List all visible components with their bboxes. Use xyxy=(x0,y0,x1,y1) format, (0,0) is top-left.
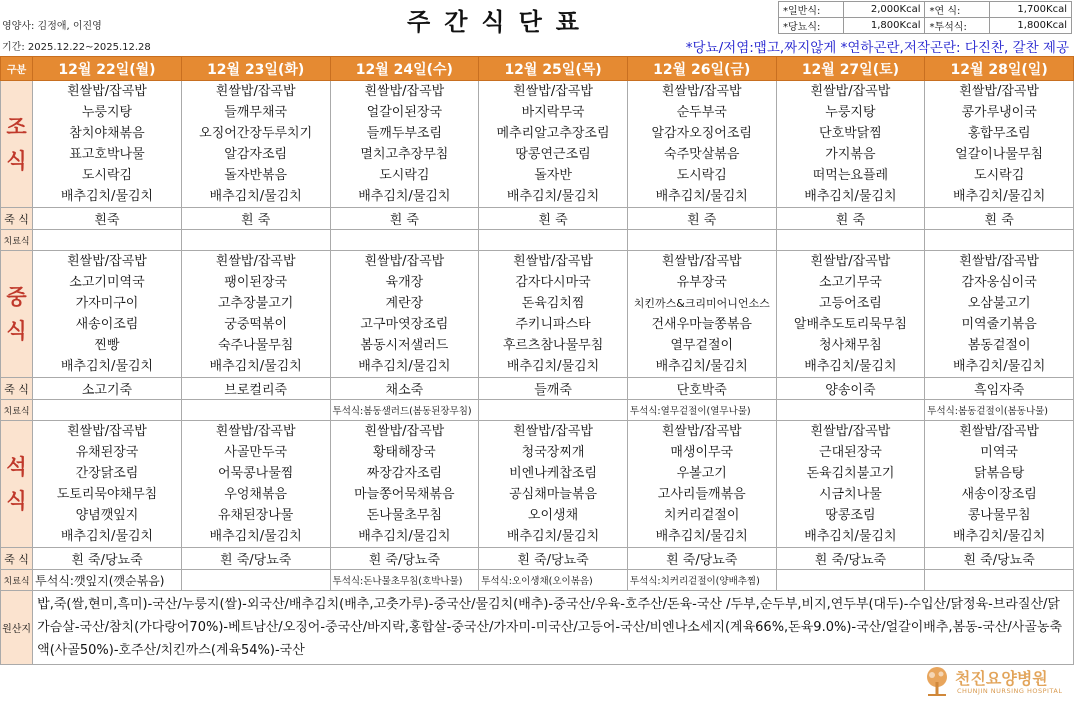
juk-label: 죽 식 xyxy=(1,378,33,400)
dish-item: 배추김치/물김치 xyxy=(804,189,897,204)
dish-item: 계란장 xyxy=(385,296,424,311)
juk-label: 죽 식 xyxy=(1,548,33,570)
dish-item: 홍합무조림 xyxy=(967,126,1031,141)
day-header-row xyxy=(1,57,1074,81)
dish-item: 도토리묵야채무침 xyxy=(56,487,158,502)
dish-item: 흰쌀밥/잡곡밥 xyxy=(661,84,742,99)
kcal-value: 1,700Kcal xyxy=(990,2,1072,18)
dish-item: 알배추도토리묵무침 xyxy=(793,317,907,332)
dinner-day-cell xyxy=(627,421,776,548)
dish-item: 흰쌀밥/잡곡밥 xyxy=(215,84,296,99)
lunch-day-cell xyxy=(627,251,776,378)
dinner-label xyxy=(1,421,33,548)
dish-item: 사골만두국 xyxy=(224,445,288,460)
kcal-value: 1,800Kcal xyxy=(990,18,1072,34)
therapeutic-item: 투석식:열무겉절이(열무나물) xyxy=(627,400,776,421)
juk-item: 흰 죽/당뇨죽 xyxy=(181,548,330,570)
dish-item: 고등어조림 xyxy=(819,296,882,311)
lunch-label xyxy=(1,251,33,378)
juk-item: 흰 죽/당뇨죽 xyxy=(925,548,1074,570)
lunch-row xyxy=(1,251,1074,378)
dinner-label-char: 석 xyxy=(6,455,27,479)
lunch-therapeutic-row xyxy=(1,400,1074,421)
dish-item: 가자미구이 xyxy=(75,296,139,311)
dish-item: 배추김치/물김치 xyxy=(506,189,600,204)
dish-item: 청사채무침 xyxy=(819,338,882,353)
dish-item: 건새우마늘쫑볶음 xyxy=(651,317,752,332)
dish-item: 도시락김 xyxy=(379,168,430,183)
dish-item: 배추김치/물김치 xyxy=(804,359,897,374)
breakfast-label-char: 조 xyxy=(6,115,27,139)
juk-item: 흰 죽/당뇨죽 xyxy=(627,548,776,570)
dish-item: 소고기미역국 xyxy=(69,275,145,290)
therapeutic-item xyxy=(330,230,479,251)
dish-item: 양념깻잎지 xyxy=(75,508,139,523)
juk-item: 흰 죽 xyxy=(925,208,1074,230)
dinner-day-cell xyxy=(479,421,628,548)
dish-item: 공심채마늘볶음 xyxy=(509,487,597,502)
dish-item: 참치야채볶음 xyxy=(69,126,145,141)
nutritionist-names: 영양사: 김정애, 이진영 xyxy=(2,21,102,32)
dish-item: 흰쌀밥/잡곡밥 xyxy=(364,84,445,99)
origin-label: 원산지 xyxy=(1,591,33,665)
dish-item: 흰쌀밥/잡곡밥 xyxy=(661,424,742,439)
juk-item: 흑임자죽 xyxy=(925,378,1074,400)
dish-item: 비엔나케찹조림 xyxy=(509,466,597,481)
dish-item: 감자다시마국 xyxy=(515,275,591,290)
juk-item: 흰 죽 xyxy=(627,208,776,230)
breakfast-day-cell xyxy=(925,81,1074,208)
dish-item: 멸치고추장무침 xyxy=(360,147,449,162)
dish-item: 도시락김 xyxy=(974,168,1025,183)
dish-item: 배추김치/물김치 xyxy=(506,359,600,374)
therapeutic-label: 치료식 xyxy=(1,230,33,251)
dinner-juk-row xyxy=(1,548,1074,570)
dish-item: 숙주맛살볶음 xyxy=(664,147,740,162)
therapeutic-label: 치료식 xyxy=(1,570,33,591)
dish-item: 얼갈이된장국 xyxy=(366,105,443,120)
lunch-day-cell xyxy=(330,251,479,378)
breakfast-day-cell xyxy=(330,81,479,208)
dish-item: 흰쌀밥/잡곡밥 xyxy=(810,84,891,99)
therapeutic-item: 투석식:봄동샐러드(봄동된장무침) xyxy=(330,400,479,421)
dinner-day-cell xyxy=(776,421,925,548)
dish-item: 들깨무채국 xyxy=(224,105,288,120)
therapeutic-item xyxy=(925,230,1074,251)
dish-item: 팽이된장국 xyxy=(224,275,288,290)
tree-logo-icon xyxy=(923,666,951,696)
day-header: 12월 26일(금) xyxy=(627,57,776,81)
juk-item: 브로컬리죽 xyxy=(181,378,330,400)
breakfast-therapeutic-row xyxy=(1,230,1074,251)
therapeutic-item xyxy=(627,230,776,251)
breakfast-day-cell xyxy=(181,81,330,208)
breakfast-day-cell xyxy=(776,81,925,208)
breakfast-juk-row xyxy=(1,208,1074,230)
dish-item: 치커리겉절이 xyxy=(664,508,740,523)
hospital-logo xyxy=(919,664,1069,700)
dish-item: 돌자반 xyxy=(534,168,572,183)
dish-item: 봄동겉절이 xyxy=(967,338,1031,353)
dish-item: 후르츠참나물무침 xyxy=(502,338,604,353)
dish-item: 흰쌀밥/잡곡밥 xyxy=(513,84,593,99)
dinner-therapeutic-row xyxy=(1,570,1074,591)
dish-item: 돈나물초무침 xyxy=(366,508,443,523)
breakfast-day-cell xyxy=(479,81,628,208)
dish-item: 시금치나물 xyxy=(819,487,882,502)
dish-item: 고사리들깨볶음 xyxy=(657,487,746,502)
dish-item: 배추김치/물김치 xyxy=(358,529,451,544)
dish-item: 누룽지탕 xyxy=(81,105,133,120)
juk-label: 죽 식 xyxy=(1,208,33,230)
weekly-menu-table xyxy=(0,56,1074,665)
corner-label: 구분 xyxy=(1,57,33,81)
dish-item: 주키니파스타 xyxy=(515,317,591,332)
dish-item: 도시락김 xyxy=(81,168,133,183)
therapeutic-item xyxy=(479,400,628,421)
hospital-name: 천진요양병원 xyxy=(955,669,1048,688)
juk-item: 소고기죽 xyxy=(33,378,182,400)
breakfast-row xyxy=(1,81,1074,208)
therapeutic-item: 투석식:오이생채(오이볶음) xyxy=(479,570,628,591)
kcal-label: *당뇨식: xyxy=(779,18,844,34)
dish-item: 열무겉절이 xyxy=(670,338,734,353)
therapeutic-item: 투석식:치커리겉절이(양배추찜) xyxy=(627,570,776,591)
dish-item: 배추김치/물김치 xyxy=(804,529,897,544)
dish-item: 오징어간장두루치기 xyxy=(199,126,313,141)
hospital-name-english: CHUNJIN NURSING HOSPITAL xyxy=(957,687,1063,695)
dish-item: 배추김치/물김치 xyxy=(358,189,451,204)
dish-item: 감자옹심이국 xyxy=(961,275,1037,290)
dish-item: 흰쌀밥/잡곡밥 xyxy=(661,254,742,269)
breakfast-day-cell xyxy=(627,81,776,208)
dish-item: 흰쌀밥/잡곡밥 xyxy=(215,424,296,439)
dish-item: 배추김치/물김치 xyxy=(209,529,302,544)
dish-item: 배추김치/물김치 xyxy=(655,529,748,544)
therapeutic-item xyxy=(33,230,182,251)
diet-note: *당뇨/저염:맵고,짜지않게 *연하곤란,저작곤란: 다진찬, 갈찬 제공 xyxy=(685,40,1069,56)
lunch-label-char: 식 xyxy=(6,319,27,343)
therapeutic-item: 투석식:깻잎지(깻순볶음) xyxy=(33,570,182,591)
dish-item: 찐빵 xyxy=(94,338,120,353)
dish-item: 유채된장국 xyxy=(75,445,139,460)
dish-item: 돈육김치찜 xyxy=(521,296,585,311)
dish-item: 들깨두부조림 xyxy=(366,126,443,141)
juk-item: 채소죽 xyxy=(330,378,479,400)
dish-item: 가지볶음 xyxy=(825,147,876,162)
dish-item: 짜장감자조림 xyxy=(366,466,443,481)
dish-item: 누룽지탕 xyxy=(825,105,876,120)
dish-item: 흰쌀밥/잡곡밥 xyxy=(959,254,1039,269)
dinner-day-cell xyxy=(925,421,1074,548)
day-header: 12월 23일(화) xyxy=(181,57,330,81)
kcal-value: 2,000Kcal xyxy=(843,2,925,18)
dish-item: 흰쌀밥/잡곡밥 xyxy=(215,254,296,269)
dish-item: 닭볶음탕 xyxy=(974,466,1025,481)
dish-item: 치킨까스&크리미어니언소스 xyxy=(633,297,770,310)
juk-item: 흰 죽/당뇨죽 xyxy=(33,548,182,570)
therapeutic-item xyxy=(776,230,925,251)
therapeutic-item xyxy=(776,570,925,591)
dish-item: 단호박닭찜 xyxy=(819,126,882,141)
dish-item: 흰쌀밥/잡곡밥 xyxy=(513,254,593,269)
therapeutic-item: 투석식:돈나물초무침(호박나물) xyxy=(330,570,479,591)
lunch-label-char: 중 xyxy=(6,285,27,309)
dish-item: 표고호박나물 xyxy=(69,147,145,162)
dish-item: 어묵콩나물찜 xyxy=(217,466,294,481)
dish-item: 배추김치/물김치 xyxy=(655,359,748,374)
lunch-juk-row xyxy=(1,378,1074,400)
dish-item: 간장닭조림 xyxy=(75,466,139,481)
page-title: 주간식단표 xyxy=(407,8,593,36)
dinner-day-cell xyxy=(33,421,182,548)
dish-item: 새송이장조림 xyxy=(961,487,1037,502)
therapeutic-item xyxy=(181,570,330,591)
dish-item: 유부장국 xyxy=(676,275,727,290)
dish-item: 오삼불고기 xyxy=(967,296,1031,311)
lunch-day-cell xyxy=(33,251,182,378)
dish-item: 배추김치/물김치 xyxy=(952,529,1046,544)
dish-item: 육개장 xyxy=(385,275,424,290)
dish-item: 배추김치/물김치 xyxy=(506,529,600,544)
dish-item: 흰쌀밥/잡곡밥 xyxy=(810,424,891,439)
day-header: 12월 24일(수) xyxy=(330,57,479,81)
dish-item: 봄동시저샐러드 xyxy=(360,338,449,353)
therapeutic-item xyxy=(181,400,330,421)
day-header: 12월 22일(월) xyxy=(33,57,182,81)
dish-item: 배추김치/물김치 xyxy=(60,189,154,204)
origin-row xyxy=(1,591,1074,665)
dish-item: 땅콩조림 xyxy=(825,508,876,523)
juk-item: 흰 죽/당뇨죽 xyxy=(479,548,628,570)
dish-item: 새송이조림 xyxy=(75,317,139,332)
therapeutic-label: 치료식 xyxy=(1,400,33,421)
kcal-label: *연 식: xyxy=(925,2,990,18)
dish-item: 알감자조림 xyxy=(224,147,288,162)
dish-item: 콩가루냉이국 xyxy=(961,105,1037,120)
dish-item: 우엉채볶음 xyxy=(224,487,288,502)
dish-item: 흰쌀밥/잡곡밥 xyxy=(67,424,147,439)
dish-item: 배추김치/물김치 xyxy=(952,359,1046,374)
lunch-day-cell xyxy=(479,251,628,378)
dinner-day-cell xyxy=(181,421,330,548)
dish-item: 알감자오징어조림 xyxy=(651,126,752,141)
dish-item: 근대된장국 xyxy=(819,445,882,460)
therapeutic-item xyxy=(776,400,925,421)
dish-item: 흰쌀밥/잡곡밥 xyxy=(959,84,1039,99)
therapeutic-item xyxy=(925,570,1074,591)
calorie-table xyxy=(778,1,1072,34)
juk-item: 흰 죽/당뇨죽 xyxy=(330,548,479,570)
dish-item: 고추장불고기 xyxy=(217,296,294,311)
dinner-row xyxy=(1,421,1074,548)
juk-item: 들깨죽 xyxy=(479,378,628,400)
therapeutic-item: 투석식:봄동겉절이(봄동나물) xyxy=(925,400,1074,421)
dish-item: 마늘쫑어묵채볶음 xyxy=(354,487,455,502)
breakfast-label-char: 식 xyxy=(6,149,27,173)
kcal-label: *일반식: xyxy=(779,2,844,18)
dish-item: 얼갈이나물무침 xyxy=(955,147,1044,162)
dish-item: 콩나물무침 xyxy=(967,508,1031,523)
juk-item: 흰죽 xyxy=(33,208,182,230)
juk-item: 흰 죽 xyxy=(479,208,628,230)
day-header: 12월 27일(토) xyxy=(776,57,925,81)
origin-text: 밥,죽(쌀,현미,흑미)-국산/누룽지(쌀)-외국산/배추김치(배추,고춧가루)-중국산/물김치(배추)-중국산/우육-호주산/돈육-국산 /두부,순두부,비지,연두부(대두)-수입산/닭정육-브라질산/닭가슴살-국산/참치(가다랑어70%)-베트남산/오징어-중국산/바지락,홍합살-중국산/가자미-미국산/고등어-국산/비엔나소세지(계육66%,돈육9.0%)-국산/얼갈이배추,봄동-국산/사골농축액(사골50%)-호주산/치킨까스(계육54%)-국산 xyxy=(33,591,1074,665)
dinner-day-cell xyxy=(330,421,479,548)
dish-item: 미역국 xyxy=(980,445,1018,460)
dish-item: 배추김치/물김치 xyxy=(655,189,748,204)
dish-item: 돈육김치불고기 xyxy=(806,466,895,481)
dish-item: 돌자반볶음 xyxy=(224,168,288,183)
dish-item: 황태해장국 xyxy=(372,445,436,460)
dish-item: 유채된장나물 xyxy=(217,508,294,523)
dish-item: 메추리알고추장조림 xyxy=(496,126,610,141)
day-header: 12월 25일(목) xyxy=(479,57,628,81)
juk-item: 흰 죽 xyxy=(776,208,925,230)
dish-item: 흰쌀밥/잡곡밥 xyxy=(810,254,891,269)
juk-item: 흰 죽 xyxy=(181,208,330,230)
dish-item: 우볼고기 xyxy=(676,466,727,481)
therapeutic-item xyxy=(181,230,330,251)
dish-item: 순두부국 xyxy=(676,105,727,120)
kcal-label: *투석식: xyxy=(925,18,990,34)
menu-period: 기간: 2025.12.22~2025.12.28 xyxy=(2,42,151,53)
dish-item: 숙주나물무침 xyxy=(217,338,294,353)
juk-item: 단호박죽 xyxy=(627,378,776,400)
dish-item: 청국장찌개 xyxy=(521,445,585,460)
dish-item: 배추김치/물김치 xyxy=(60,529,154,544)
dish-item: 배추김치/물김치 xyxy=(209,359,302,374)
dish-item: 흰쌀밥/잡곡밥 xyxy=(67,84,147,99)
dish-item: 흰쌀밥/잡곡밥 xyxy=(959,424,1039,439)
dish-item: 흰쌀밥/잡곡밥 xyxy=(364,424,445,439)
dish-item: 매생이무국 xyxy=(670,445,734,460)
breakfast-day-cell xyxy=(33,81,182,208)
day-header: 12월 28일(일) xyxy=(925,57,1074,81)
dish-item: 배추김치/물김치 xyxy=(358,359,451,374)
dish-item: 흰쌀밥/잡곡밥 xyxy=(364,254,445,269)
dish-item: 떠먹는요플레 xyxy=(812,168,889,183)
juk-item: 양송이죽 xyxy=(776,378,925,400)
breakfast-label xyxy=(1,81,33,208)
juk-item: 흰 죽 xyxy=(330,208,479,230)
lunch-day-cell xyxy=(181,251,330,378)
dish-item: 배추김치/물김치 xyxy=(209,189,302,204)
dish-item: 흰쌀밥/잡곡밥 xyxy=(67,254,147,269)
dish-item: 바지락무국 xyxy=(521,105,585,120)
dish-item: 고구마엿장조림 xyxy=(360,317,449,332)
juk-item: 흰 죽/당뇨죽 xyxy=(776,548,925,570)
dish-item: 오이생채 xyxy=(527,508,579,523)
dish-item: 흰쌀밥/잡곡밥 xyxy=(513,424,593,439)
kcal-value: 1,800Kcal xyxy=(843,18,925,34)
dish-item: 도시락김 xyxy=(676,168,727,183)
lunch-day-cell xyxy=(925,251,1074,378)
lunch-day-cell xyxy=(776,251,925,378)
dinner-label-char: 식 xyxy=(6,489,27,513)
therapeutic-item xyxy=(479,230,628,251)
dish-item: 배추김치/물김치 xyxy=(60,359,154,374)
dish-item: 미역줄기볶음 xyxy=(961,317,1037,332)
therapeutic-item xyxy=(33,400,182,421)
dish-item: 배추김치/물김치 xyxy=(952,189,1046,204)
dish-item: 소고기무국 xyxy=(819,275,882,290)
dish-item: 땅콩연근조림 xyxy=(515,147,591,162)
dish-item: 궁중떡볶이 xyxy=(224,317,288,332)
